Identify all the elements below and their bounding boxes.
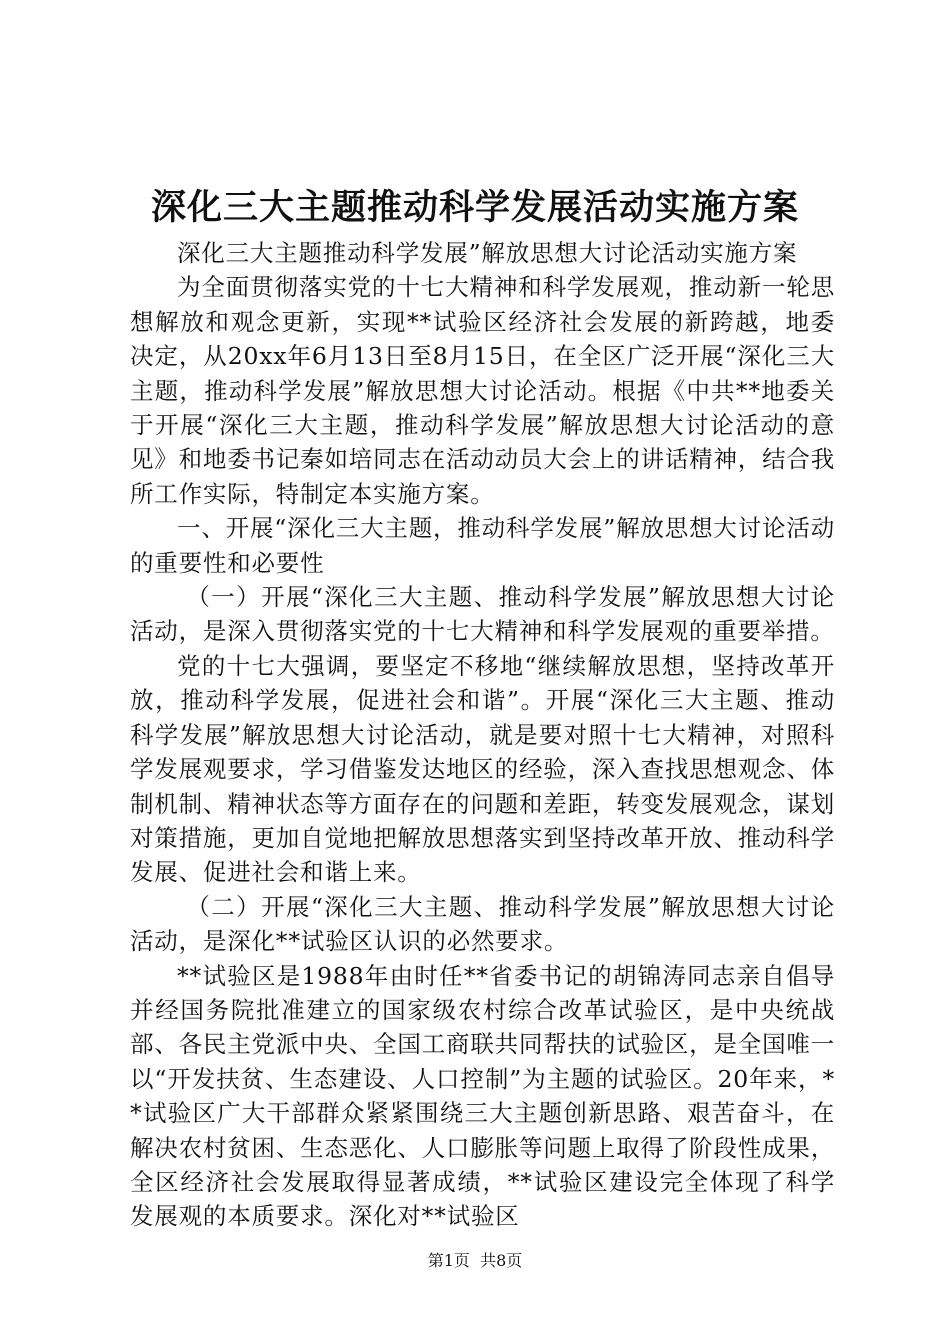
body-paragraph-subtitle: 深化三大主题推动科学发展”解放思想大讨论活动实施方案	[177, 239, 798, 267]
subsection-heading-1: （一）开展“深化三大主题、推动科学发展”解放思想大讨论活动，是深入贯彻落实党的十七大精神和科学发展观的重要举措。	[130, 583, 835, 646]
body-paragraph: 党的十七大强调，要坚定不移地“继续解放思想，坚持改革开放，推动科学发展，促进社会和谐”。开展“深化三大主题、推动科学发展”解放思想大讨论活动，就是要对照十七大精神，对照科学发展观要求，学习借鉴发达地区的经验，深入查找思想观念、体制机制、精神状态等方面存在的问题和差距，转变发展观念，谋划对策措施，更加自觉地把解放思想落实到坚持改革开放、推动科学发展、促进社会和谐上来。	[130, 651, 835, 887]
section-heading-1: 一、开展“深化三大主题，推动科学发展”解放思想大讨论活动的重要性和必要性	[130, 514, 835, 577]
document-title: 深化三大主题推动科学发展活动实施方案	[150, 187, 799, 228]
document-body	[130, 236, 835, 1234]
page-footer	[0, 1250, 950, 1272]
body-paragraph: **试验区是1988年由时任**省委书记的胡锦涛同志亲自倡导并经国务院批准建立的国家级农村综合改革试验区，是中央统战部、各民主党派中央、全国工商联共同帮扶的试验区，是全国唯一以“开发扶贫、生态建设、人口控制”为主题的试验区。20年来，**试验区广大干部群众紧紧围绕三大主题创新思路、艰苦奋斗，在解决农村贫困、生态恶化、人口膨胀等问题上取得了阶段性成果，全区经济社会发展取得显著成绩，**试验区建设完全体现了科学发展观的本质要求。深化对**试验区	[130, 961, 835, 1231]
page-total: 共8页	[480, 1251, 523, 1270]
body-paragraph-intro: 为全面贯彻落实党的十七大精神和科学发展观，推动新一轮思想解放和观念更新，实现**试验区经济社会发展的新跨越，地委决定，从20xx年6月13日至8月15日，在全区广泛开展“深化三大主题，推动科学发展”解放思想大讨论活动。根据《中共**地委关于开展“深化三大主题，推动科学发展”解放思想大讨论活动的意见》和地委书记秦如培同志在活动动员大会上的讲话精神，结合我所工作实际，特制定本实施方案。	[130, 273, 835, 508]
subsection-heading-2: （二）开展“深化三大主题、推动科学发展”解放思想大讨论活动，是深化**试验区认识的必然要求。	[130, 892, 835, 956]
footer-spacer	[470, 1251, 480, 1270]
page-number: 第1页	[427, 1251, 470, 1270]
